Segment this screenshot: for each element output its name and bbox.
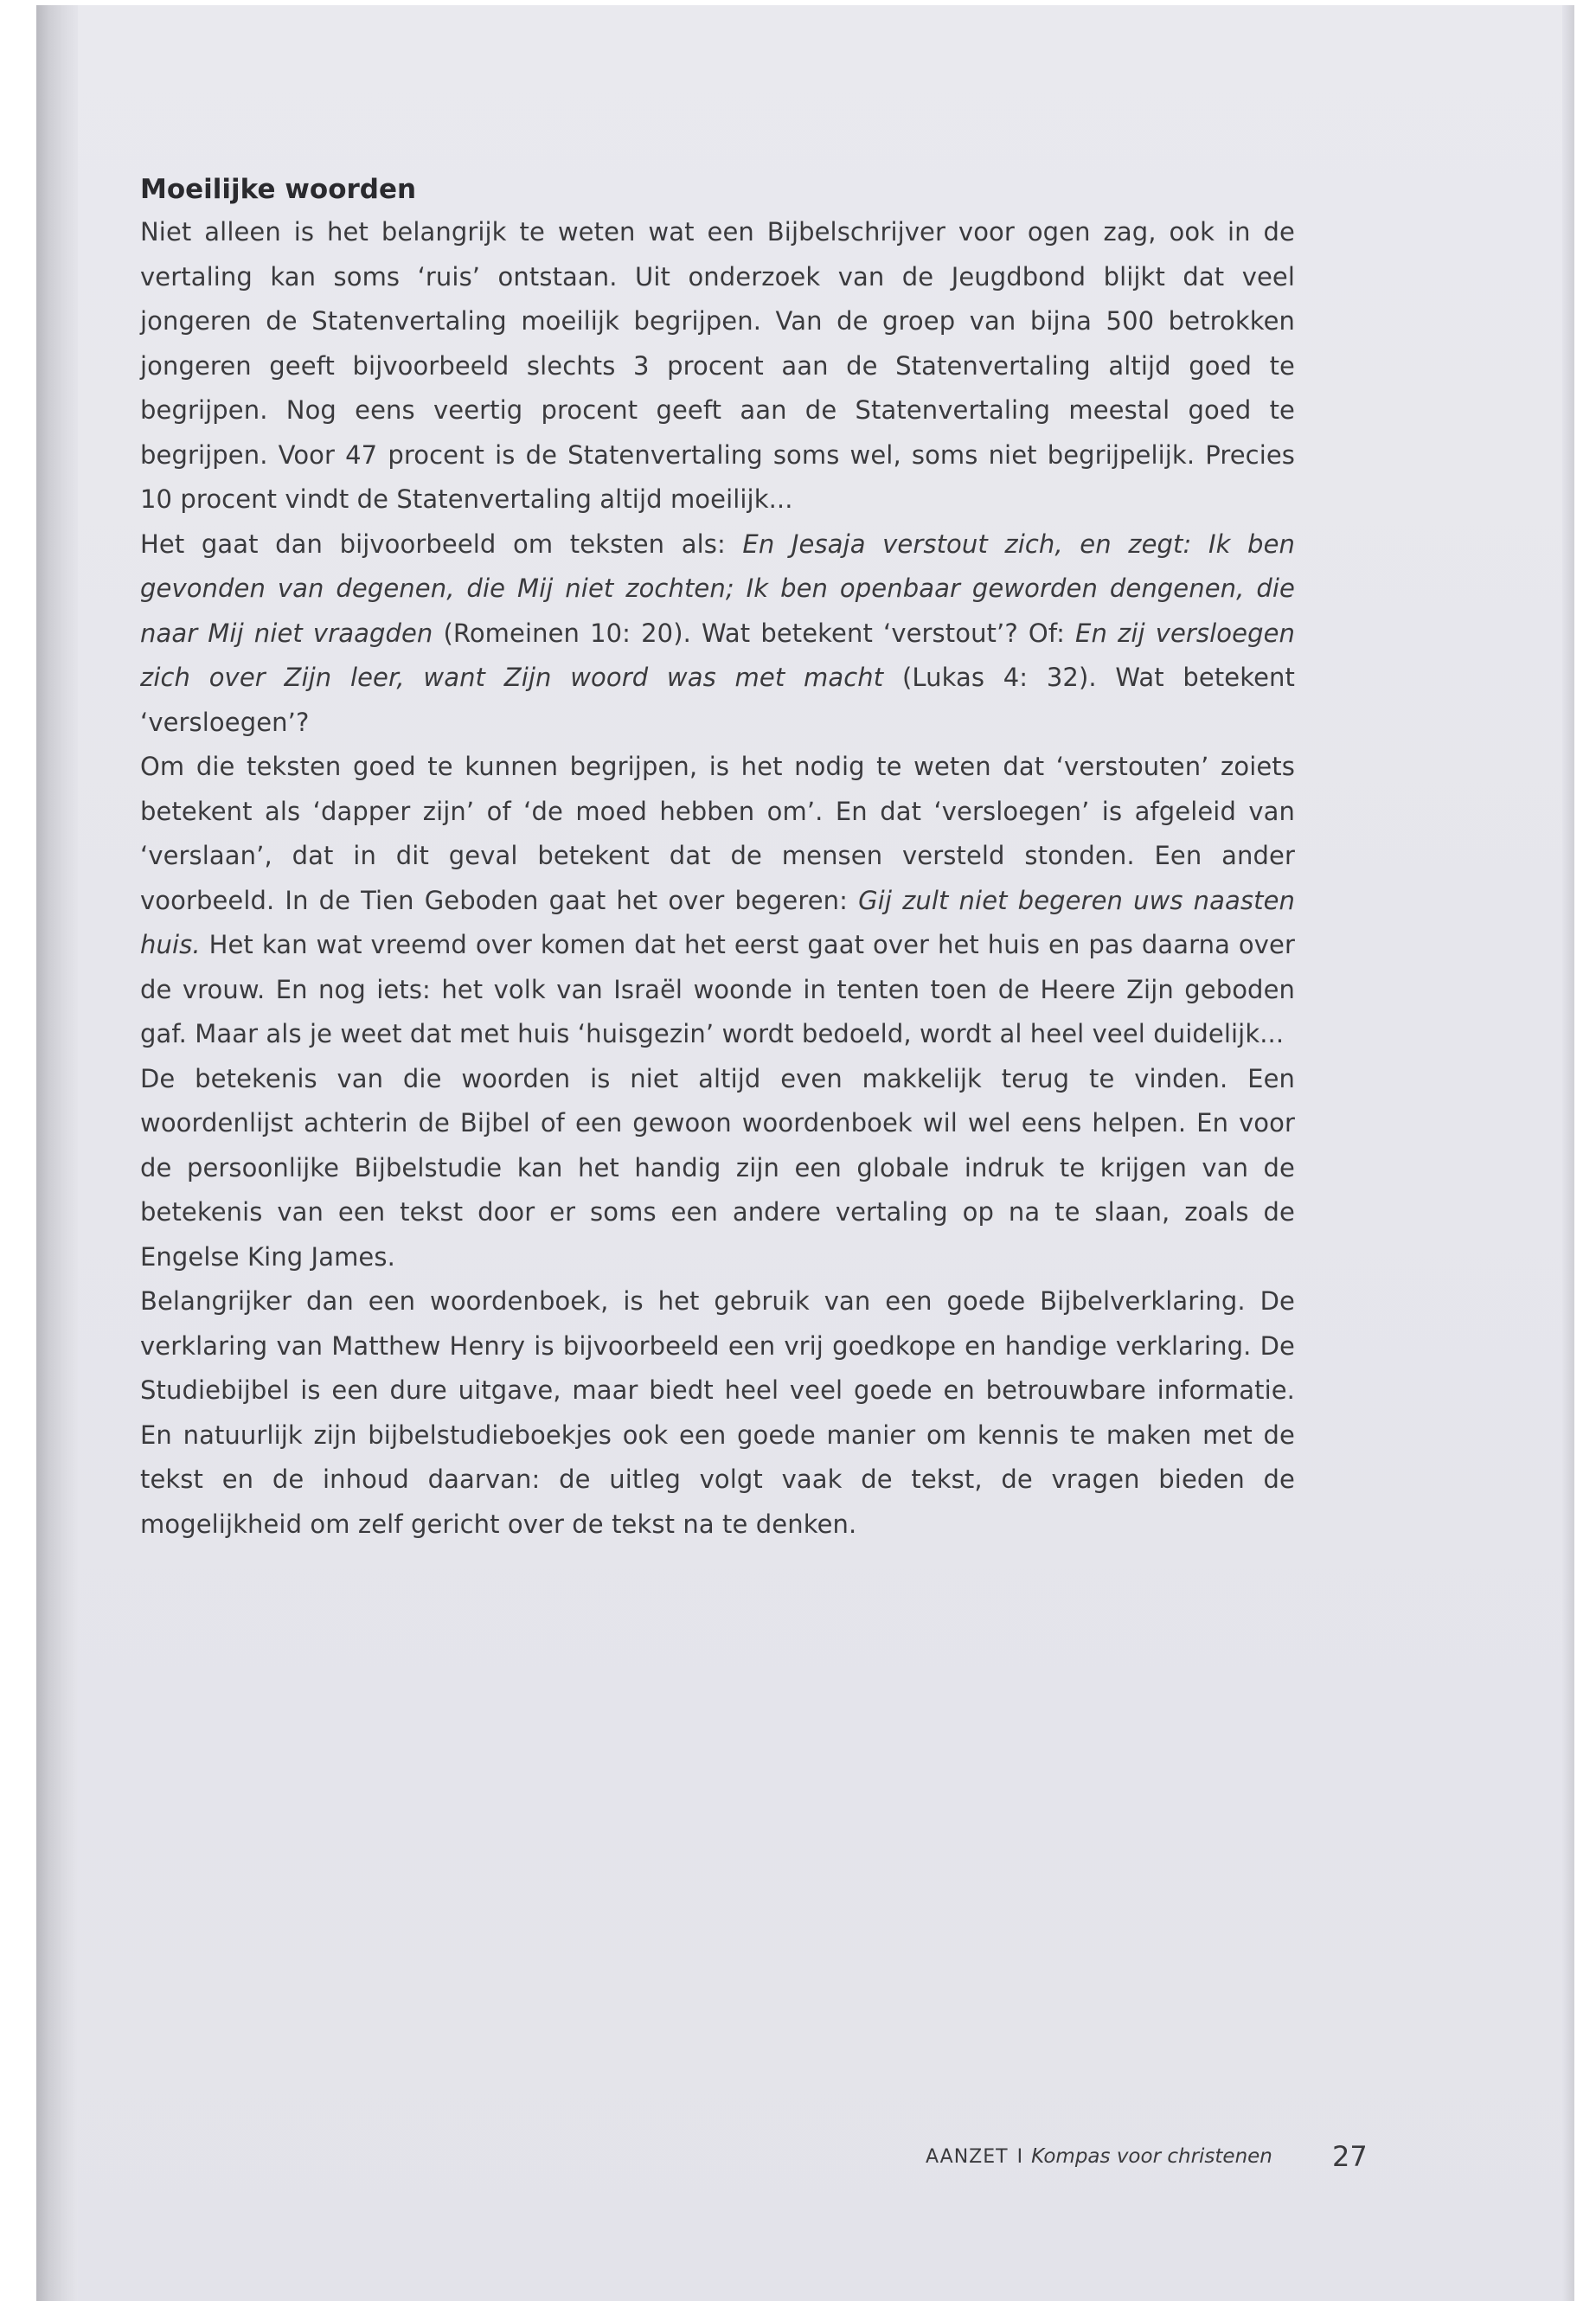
paragraph <box>140 210 1295 522</box>
section-heading: Moeilijke woorden <box>140 174 417 205</box>
footer-series: AANZET <box>926 2146 1009 2168</box>
quoted-scripture: Gij zult niet begeren uws naasten huis. <box>140 885 1295 959</box>
paragraph <box>140 1057 1295 1280</box>
paragraph-text: De betekenis van die woorden is niet altijd even makkelijk terug te vinden. Een woordenlijst achterin de Bijbel of een gewoon woordenboek wil wel eens helpen. En voor de persoonlijke Bijbelstudie kan het handig zijn een globale indruk te krijgen van de betekenis van een tekst door er soms een andere vertaling op na te slaan, zoals de Engelse King James. <box>140 1063 1295 1272</box>
page-number: 27 <box>1332 2140 1368 2173</box>
paragraph <box>140 1279 1295 1547</box>
article <box>140 170 1295 1547</box>
paragraph-text: Het gaat dan bijvoorbeeld om teksten als: <box>140 529 743 559</box>
paragraph-text: Het kan wat vreemd over komen dat het eerst gaat over het huis en pas daarna over de vrouw. En nog iets: het volk van Israël woonde in tenten toen de Heere Zijn geboden gaf. Maar als je weet dat met huis ‘huisgezin’ wordt bedoeld, wordt al heel veel duidelijk... <box>140 930 1295 1048</box>
footer-separator: I <box>1016 2146 1023 2168</box>
paragraph-text: Niet alleen is het belangrijk te weten wat een Bijbelschrijver voor ogen zag, ook in de vertaling kan soms ‘ruis’ ontstaan. Uit onderzoek van de Jeugdbond blijkt dat veel jongeren de Statenvertaling moeilijk begrijpen. Van de groep van bijna 500 betrokken jongeren geeft bijvoorbeeld slechts 3 procent aan de Statenvertaling altijd goed te begrijpen. Nog eens veertig procent geeft aan de Statenvertaling meestal goed te begrijpen. Voor 47 procent is de Statenvertaling soms wel, soms niet begrijpelijk. Precies 10 procent vindt de Statenvertaling altijd moeilijk... <box>140 217 1295 514</box>
quoted-scripture: En zij versloegen zich over Zijn leer, want Zijn woord was met macht <box>140 618 1296 692</box>
footer-title: Kompas voor christenen <box>1031 2145 1272 2168</box>
paragraph <box>140 522 1295 746</box>
paragraph <box>140 745 1295 1057</box>
paragraph-text: Om die teksten goed te kunnen begrijpen, is het nodig te weten dat ‘verstouten’ zoiets betekent als ‘dapper zijn’ of ‘de moed hebben om’. En dat ‘versloegen’ is afgeleid van ‘verslaan’, dat in dit geval betekent dat de mensen versteld stonden. Een ander voorbeeld. In de Tien Geboden gaat het over begeren: <box>140 752 1295 915</box>
paragraph-text: Belangrijker dan een woordenboek, is het gebruik van een goede Bijbelverklaring. De verklaring van Matthew Henry is bijvoorbeeld een vrij goedkope en handige verklaring. De Studiebijbel is een dure uitgave, maar biedt heel veel goede en betrouwbare informatie. En natuurlijk zijn bijbelstudieboekjes ook een goede manier om kennis te maken met de tekst en de inhoud daarvan: de uitleg volgt vaak de tekst, de vragen bieden de mogelijkheid om zelf gericht over de tekst na te denken. <box>140 1286 1295 1539</box>
article-body <box>140 210 1295 1547</box>
page-binding-shadow <box>36 5 78 2301</box>
paragraph-text: (Romeinen 10: 20). Wat betekent ‘verstout’? Of: <box>433 618 1076 648</box>
quoted-scripture: En Jesaja verstout zich, en zegt: Ik ben gevonden van degenen, die Mij niet zochten; Ik ben openbaar geworden dengenen, die naar Mij niet vraagden <box>140 529 1295 648</box>
page-edge <box>1562 5 1574 2301</box>
paragraph-text: (Lukas 4: 32). Wat betekent ‘versloegen’? <box>140 663 1296 737</box>
